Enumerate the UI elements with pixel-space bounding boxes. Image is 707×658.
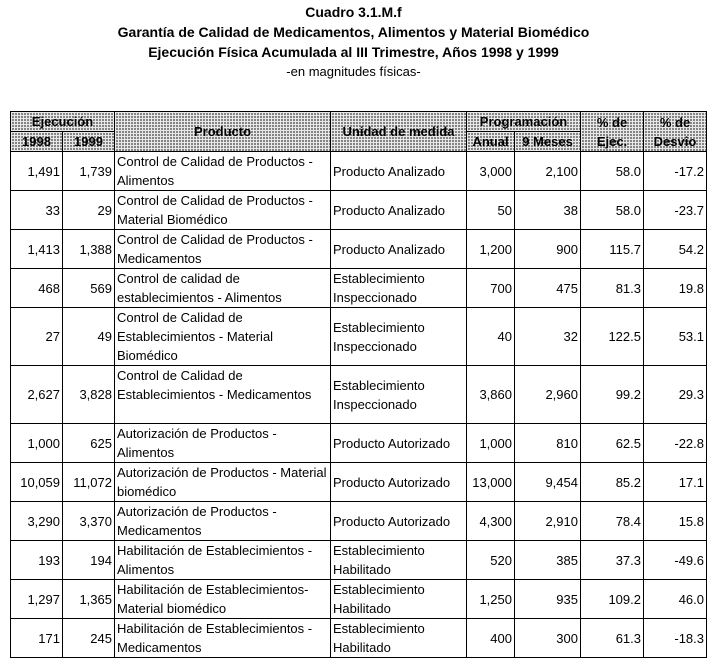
cell-9-meses: 475 — [515, 269, 581, 308]
cell-anual: 520 — [467, 541, 515, 580]
cell-pct-desvio: 15.8 — [644, 502, 707, 541]
cell-1998: 33 — [11, 191, 63, 230]
cell-producto: Habilitación de Establecimientos- Material biomédico — [115, 580, 331, 619]
cell-pct-desvio: -23.7 — [644, 191, 707, 230]
cell-pct-ejec: 122.5 — [581, 308, 644, 366]
cell-producto: Autorización de Productos - Material biomédico — [115, 463, 331, 502]
header-ejecucion: Ejecución — [11, 112, 115, 132]
cell-1999: 1,388 — [63, 230, 115, 269]
cell-9-meses: 9,454 — [515, 463, 581, 502]
table-subtitle: Ejecución Física Acumulada al III Trimestre, Años 1998 y 1999 — [148, 44, 559, 60]
cell-pct-ejec: 58.0 — [581, 152, 644, 191]
cell-pct-desvio: 46.0 — [644, 580, 707, 619]
cell-pct-ejec: 78.4 — [581, 502, 644, 541]
cell-1998: 3,290 — [11, 502, 63, 541]
cell-anual: 1,250 — [467, 580, 515, 619]
cell-pct-ejec: 61.3 — [581, 619, 644, 658]
header-producto: Producto — [115, 112, 331, 152]
cell-producto: Control de Calidad de Establecimientos - Medicamentos — [115, 366, 331, 424]
cell-pct-ejec: 85.2 — [581, 463, 644, 502]
cell-1999: 29 — [63, 191, 115, 230]
table-row — [11, 502, 707, 541]
table-body — [11, 152, 707, 658]
cell-9-meses: 2,960 — [515, 366, 581, 424]
cell-1998: 1,000 — [11, 424, 63, 463]
cell-9-meses: 38 — [515, 191, 581, 230]
header-pct-ejec: % de Ejec. — [581, 112, 644, 152]
cell-pct-desvio: -18.3 — [644, 619, 707, 658]
cell-1998: 193 — [11, 541, 63, 580]
cell-1999: 11,072 — [63, 463, 115, 502]
cell-pct-ejec: 62.5 — [581, 424, 644, 463]
cell-unidad: Producto Autorizado — [331, 502, 467, 541]
cell-9-meses: 385 — [515, 541, 581, 580]
table-row — [11, 269, 707, 308]
cell-1999: 245 — [63, 619, 115, 658]
cell-pct-desvio: 17.1 — [644, 463, 707, 502]
cell-unidad: Establecimiento Inspeccionado — [331, 308, 467, 366]
cell-anual: 700 — [467, 269, 515, 308]
cell-producto: Control de calidad de establecimientos - Alimentos — [115, 269, 331, 308]
table-row — [11, 580, 707, 619]
cell-unidad: Producto Analizado — [331, 191, 467, 230]
cell-unidad: Producto Autorizado — [331, 463, 467, 502]
header-pct-desvio: % de Desvio — [644, 112, 707, 152]
cell-pct-desvio: -17.2 — [644, 152, 707, 191]
cell-producto: Autorización de Productos - Medicamentos — [115, 502, 331, 541]
table-number: Cuadro 3.1.M.f — [305, 4, 402, 20]
table-units-note: -en magnitudes físicas- — [286, 64, 421, 79]
table-row — [11, 541, 707, 580]
cell-1998: 10,059 — [11, 463, 63, 502]
cell-anual: 50 — [467, 191, 515, 230]
cell-1999: 3,828 — [63, 366, 115, 424]
cell-1998: 27 — [11, 308, 63, 366]
table-row — [11, 230, 707, 269]
cell-9-meses: 300 — [515, 619, 581, 658]
cell-pct-desvio: 19.8 — [644, 269, 707, 308]
header-9-meses: 9 Meses — [515, 132, 581, 152]
cell-pct-desvio: 29.3 — [644, 366, 707, 424]
table-row — [11, 191, 707, 230]
cell-pct-ejec: 115.7 — [581, 230, 644, 269]
cell-1999: 1,365 — [63, 580, 115, 619]
cell-1998: 1,491 — [11, 152, 63, 191]
cell-1999: 194 — [63, 541, 115, 580]
cell-pct-ejec: 37.3 — [581, 541, 644, 580]
cell-unidad: Producto Autorizado — [331, 424, 467, 463]
cell-anual: 40 — [467, 308, 515, 366]
cell-9-meses: 2,100 — [515, 152, 581, 191]
cell-9-meses: 2,910 — [515, 502, 581, 541]
cell-pct-desvio: -49.6 — [644, 541, 707, 580]
header-1999: 1999 — [63, 132, 115, 152]
header-unidad: Unidad de medida — [331, 112, 467, 152]
cell-pct-desvio: 53.1 — [644, 308, 707, 366]
cell-9-meses: 810 — [515, 424, 581, 463]
cell-unidad: Producto Analizado — [331, 230, 467, 269]
cell-1998: 171 — [11, 619, 63, 658]
cell-unidad: Establecimiento Inspeccionado — [331, 269, 467, 308]
cell-anual: 1,200 — [467, 230, 515, 269]
cell-pct-desvio: -22.8 — [644, 424, 707, 463]
table-row — [11, 308, 707, 366]
title-block — [0, 2, 707, 81]
cell-unidad: Establecimiento Habilitado — [331, 541, 467, 580]
cell-1998: 1,413 — [11, 230, 63, 269]
cell-1998: 468 — [11, 269, 63, 308]
table-row — [11, 424, 707, 463]
cell-1999: 625 — [63, 424, 115, 463]
cell-producto: Control de Calidad de Productos - Alimentos — [115, 152, 331, 191]
cell-pct-ejec: 99.2 — [581, 366, 644, 424]
header-anual: Anual — [467, 132, 515, 152]
cell-producto: Habilitación de Establecimientos - Medicamentos — [115, 619, 331, 658]
cell-1998: 2,627 — [11, 366, 63, 424]
cell-anual: 3,860 — [467, 366, 515, 424]
cell-pct-desvio: 54.2 — [644, 230, 707, 269]
cell-unidad: Producto Analizado — [331, 152, 467, 191]
cell-pct-ejec: 81.3 — [581, 269, 644, 308]
cell-anual: 3,000 — [467, 152, 515, 191]
cell-anual: 4,300 — [467, 502, 515, 541]
cell-pct-ejec: 58.0 — [581, 191, 644, 230]
cell-producto: Autorización de Productos - Alimentos — [115, 424, 331, 463]
table-title: Garantía de Calidad de Medicamentos, Alimentos y Material Biomédico — [117, 24, 590, 40]
cell-1999: 569 — [63, 269, 115, 308]
cell-unidad: Establecimiento Inspeccionado — [331, 366, 467, 424]
table-row — [11, 366, 707, 424]
cell-1999: 1,739 — [63, 152, 115, 191]
cell-9-meses: 900 — [515, 230, 581, 269]
cell-producto: Control de Calidad de Productos - Material Biomédico — [115, 191, 331, 230]
execution-table — [10, 111, 707, 658]
cell-producto: Control de Calidad de Establecimientos - Material Biomédico — [115, 308, 331, 366]
header-1998: 1998 — [11, 132, 63, 152]
cell-anual: 400 — [467, 619, 515, 658]
cell-unidad: Establecimiento Habilitado — [331, 580, 467, 619]
cell-1999: 49 — [63, 308, 115, 366]
cell-anual: 1,000 — [467, 424, 515, 463]
cell-9-meses: 32 — [515, 308, 581, 366]
header-programacion: Programación — [467, 112, 581, 132]
cell-producto: Control de Calidad de Productos - Medicamentos — [115, 230, 331, 269]
cell-9-meses: 935 — [515, 580, 581, 619]
table-row — [11, 152, 707, 191]
cell-1998: 1,297 — [11, 580, 63, 619]
cell-pct-ejec: 109.2 — [581, 580, 644, 619]
cell-producto: Habilitación de Establecimientos - Alimentos — [115, 541, 331, 580]
table-row — [11, 463, 707, 502]
cell-1999: 3,370 — [63, 502, 115, 541]
cell-unidad: Establecimiento Habilitado — [331, 619, 467, 658]
cell-anual: 13,000 — [467, 463, 515, 502]
